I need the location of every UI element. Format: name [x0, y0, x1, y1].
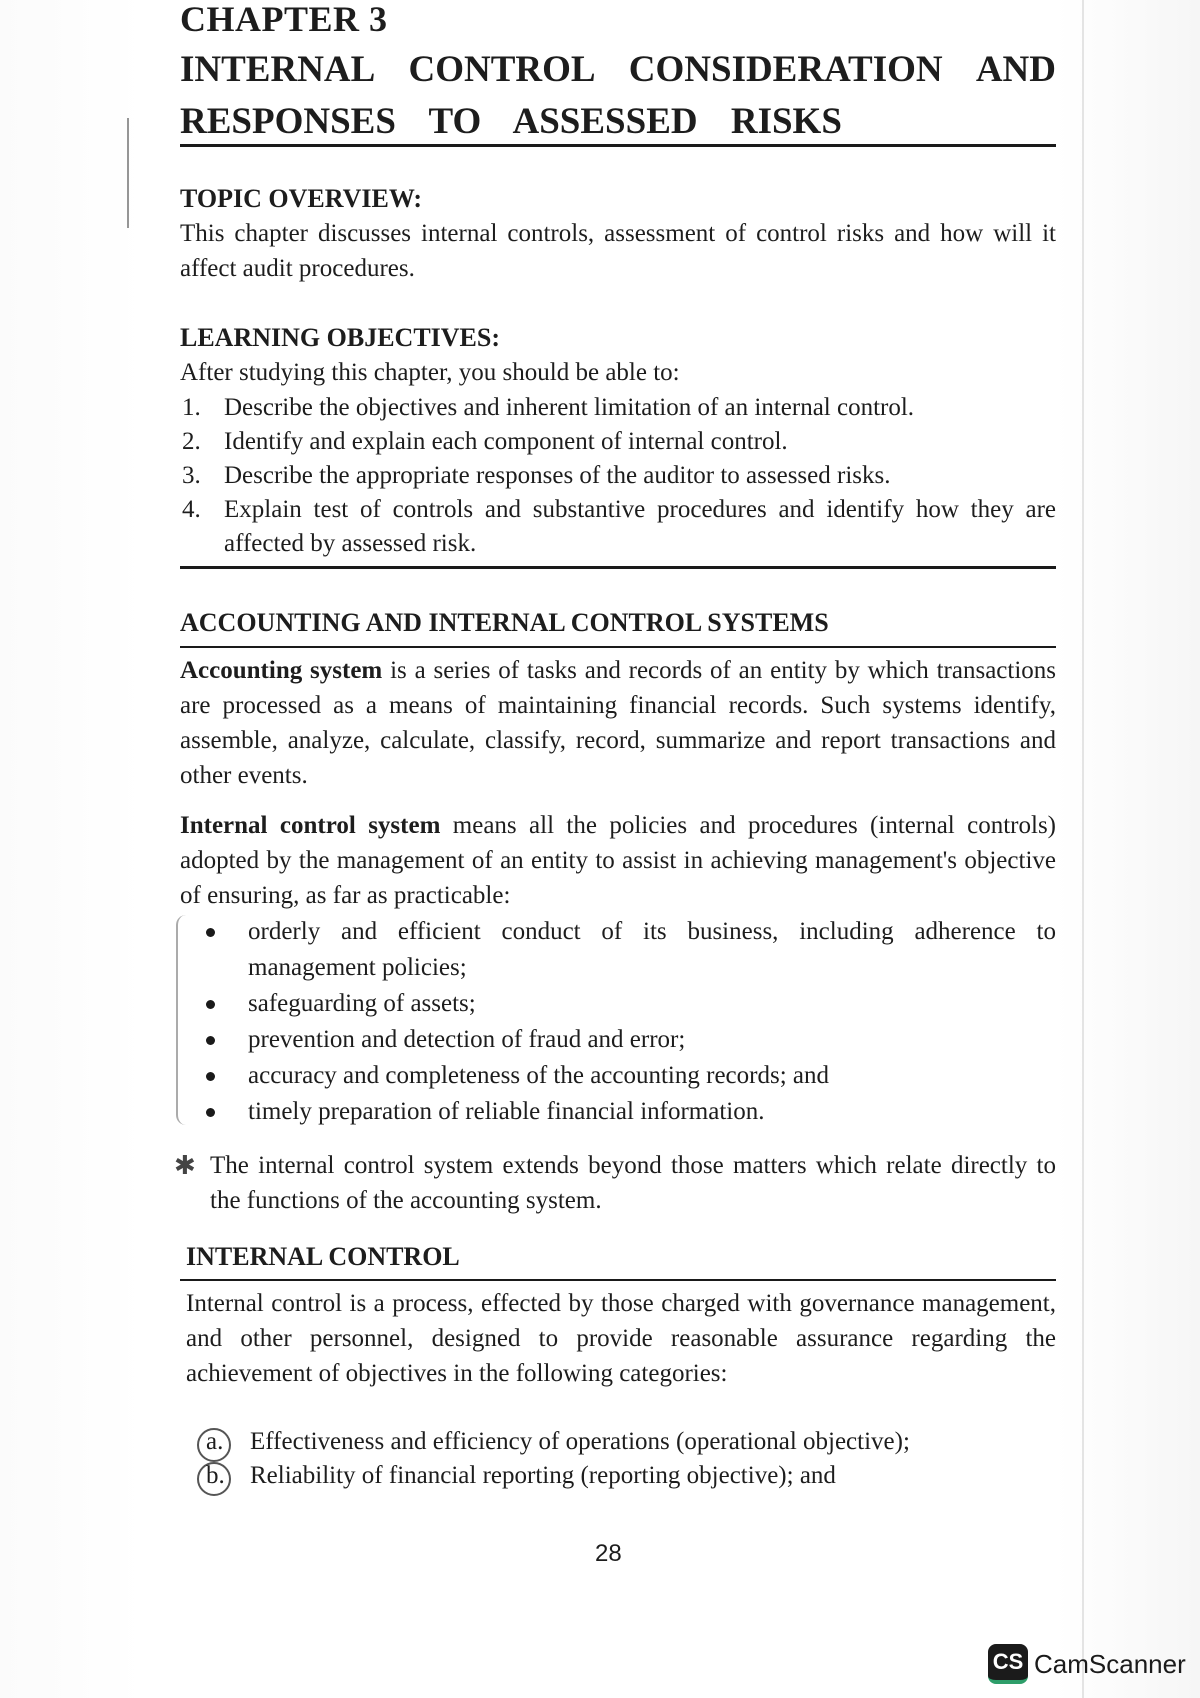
- list-item-text: prevention and detection of fraud and error;: [248, 1026, 686, 1053]
- scanner-watermark: [988, 1642, 1186, 1686]
- objective-number: 2.: [182, 428, 201, 455]
- accounting-system-term: Accounting system: [180, 657, 383, 684]
- ics-note: [174, 1148, 1056, 1218]
- item-letter: a.: [206, 1428, 224, 1455]
- accounting-system-definition: is a series of tasks and records of an entity by which transactions are processed as a means of maintaining financial records. Such systems identify, assemble, analyze, calculate, classify, record, summarize and report transactions and other events.: [180, 657, 1057, 789]
- list-item: [180, 1022, 1056, 1058]
- internal-control-heading-rule: [180, 1279, 1056, 1281]
- bullet-icon: [206, 1000, 215, 1009]
- list-item-text: safeguarding of assets;: [248, 990, 476, 1017]
- objective-number: 4.: [182, 496, 201, 523]
- learning-objectives-list: [180, 391, 1056, 561]
- list-item: [180, 914, 1056, 986]
- objective-text: Identify and explain each component of internal control.: [224, 428, 788, 455]
- camscanner-label: CamScanner: [1034, 1648, 1186, 1679]
- objective-text: Describe the objectives and inherent limitation of an internal control.: [224, 394, 915, 421]
- page-number: 28: [595, 1540, 622, 1567]
- ics-objectives-list: [180, 914, 1056, 1130]
- list-item: [180, 1425, 1056, 1459]
- list-item-text: Reliability of financial reporting (reporting objective); and: [250, 1462, 836, 1489]
- objective-text: Describe the appropriate responses of the auditor to assessed risks.: [224, 462, 891, 489]
- topic-overview-heading: TOPIC OVERVIEW:: [180, 184, 423, 213]
- accounting-section-heading: ACCOUNTING AND INTERNAL CONTROL SYSTEMS: [180, 608, 829, 637]
- asterisk-icon: ✱: [174, 1151, 196, 1180]
- objective-item: [180, 425, 1056, 459]
- learning-objectives-heading: LEARNING OBJECTIVES:: [180, 323, 501, 352]
- list-item: [180, 986, 1056, 1022]
- chapter-title: INTERNAL CONTROL CONSIDERATION AND RESPONSES TO ASSESSED RISKS: [180, 49, 1056, 142]
- list-item: [180, 1094, 1056, 1130]
- bullet-icon: [206, 1036, 215, 1045]
- list-item-text: orderly and efficient conduct of its business, including adherence to management policies;: [248, 918, 1056, 981]
- margin-pen-mark: [127, 118, 129, 228]
- objectives-rule: [180, 566, 1056, 569]
- objective-item: [180, 459, 1056, 493]
- objective-text: Explain test of controls and substantive procedures and identify how they are affected by assessed risk.: [224, 496, 1056, 557]
- accounting-system-paragraph: [180, 653, 1056, 793]
- objective-number: 3.: [182, 462, 201, 489]
- ics-note-text: The internal control system extends beyond those matters which relate directly to the functions of the accounting system.: [210, 1152, 1056, 1214]
- accounting-heading-rule: [180, 646, 1056, 648]
- objective-item: [180, 493, 1056, 561]
- handwritten-bracket: [176, 915, 192, 1125]
- title-rule: [180, 144, 1056, 147]
- item-letter: b.: [206, 1462, 225, 1489]
- bullet-icon: [206, 1072, 215, 1081]
- list-item-text: accuracy and completeness of the accounting records; and: [248, 1062, 829, 1089]
- ics-definition: means all the policies and procedures (internal controls) adopted by the management of an entity to assist in achieving management's objective of ensuring, as far as practicable:: [180, 812, 1056, 909]
- list-item-text: timely preparation of reliable financial information.: [248, 1098, 765, 1125]
- internal-control-categories: [180, 1425, 1056, 1493]
- list-item-text: Effectiveness and efficiency of operations (operational objective);: [250, 1428, 910, 1455]
- internal-control-paragraph: Internal control is a process, effected by those charged with governance management, and other personnel, designed to provide reasonable assurance regarding the achievement of objectives in the following categories:: [186, 1290, 1056, 1387]
- objective-number: 1.: [182, 394, 201, 421]
- list-item: [180, 1459, 1056, 1493]
- bullet-icon: [206, 928, 215, 937]
- topic-overview-text: This chapter discusses internal controls, assessment of control risks and how will it affect audit procedures.: [180, 220, 1056, 282]
- internal-control-heading: INTERNAL CONTROL: [186, 1242, 460, 1271]
- ics-term: Internal control system: [180, 812, 441, 839]
- camscanner-logo-icon: CS: [988, 1644, 1028, 1684]
- objective-item: [180, 391, 1056, 425]
- page-edge-shadow: [1082, 0, 1084, 1698]
- bullet-icon: [206, 1108, 215, 1117]
- internal-control-system-paragraph: [180, 808, 1056, 913]
- list-item: [180, 1058, 1056, 1094]
- chapter-number: CHAPTER 3: [180, 0, 388, 39]
- learning-objectives-intro: After studying this chapter, you should be able to:: [180, 359, 680, 386]
